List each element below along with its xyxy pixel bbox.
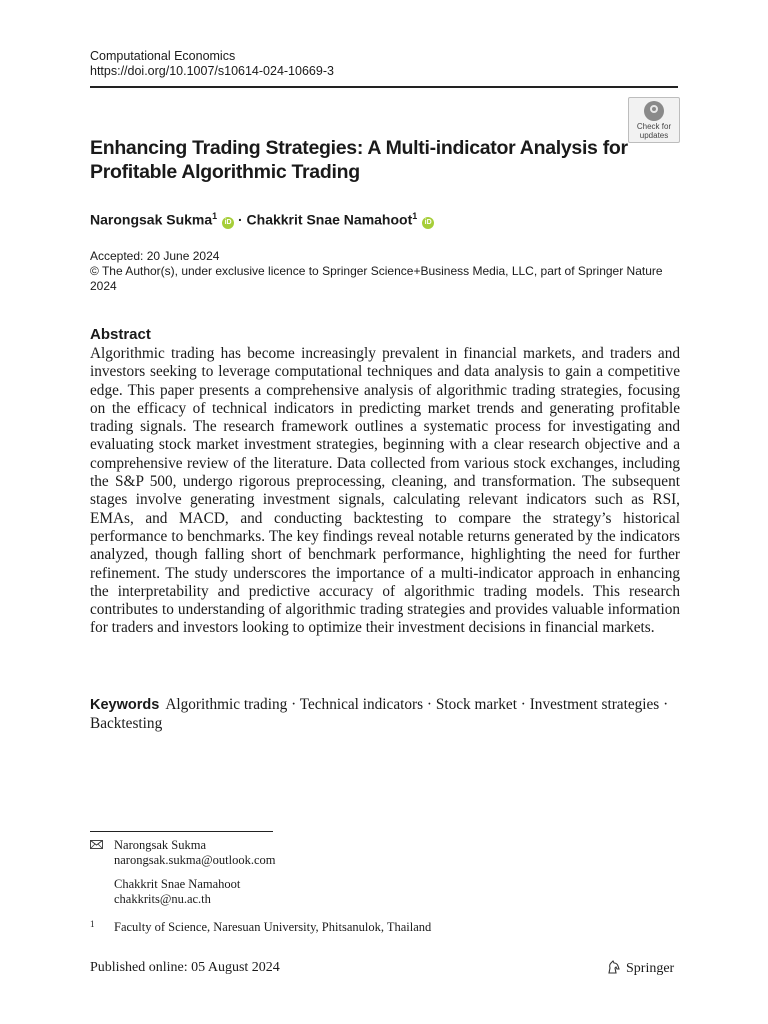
author-name: Chakkrit Snae Namahoot <box>246 211 413 228</box>
check-updates-icon <box>644 101 664 121</box>
author-list <box>90 207 434 229</box>
envelope-icon <box>90 840 103 849</box>
author-name: Narongsak Sukma <box>90 211 213 228</box>
affiliation: Faculty of Science, Naresuan University, Phitsanulok, Thailand <box>114 920 432 934</box>
springer-logo <box>606 959 674 977</box>
affiliation-number: 1 <box>90 919 95 929</box>
copyright-notice: © The Author(s), under exclusive licence to Springer Science+Business Media, LLC, part of Springer Nature 2024 <box>90 264 663 293</box>
footnote-rule <box>90 831 273 832</box>
contact-email[interactable]: narongsak.sukma@outlook.com <box>114 853 276 867</box>
contact-author-1 <box>114 838 276 868</box>
journal-header <box>90 49 334 79</box>
publisher-name: Springer <box>626 961 675 976</box>
contact-email[interactable]: chakkrits@nu.ac.th <box>114 892 211 906</box>
author-affil-mark: 1 <box>212 211 218 221</box>
author-affil-mark: 1 <box>412 211 418 221</box>
keywords <box>90 696 680 733</box>
orcid-icon[interactable]: iD <box>422 217 434 229</box>
contact-name: Narongsak Sukma <box>114 838 206 852</box>
author-separator: · <box>237 211 243 228</box>
abstract-text: Algorithmic trading has become increasingly prevalent in financial markets, and traders and investors seeking to leverage computational techniques and data analysis to gain a competitive edge. This paper presents a comprehensive analysis of algorithmic trading strategies, focusing on the efficacy of technical indicators in predicting market trends and generating profitable trading signals. The research framework outlines a systematic process for investigating and evaluating stock market investment strategies, beginning with a clear research objective and a comprehensive review of the literature. Data collected from various stock exchanges, including the S&P 500, undergo rigorous preprocessing, cleaning, and transformation. The subsequent stages involve generating investment signals, calculating relevant indicators such as RSI, EMAs, and MACD, and conducting backtesting to compare the strategy’s historical performance to benchmarks. The key findings reveal notable returns generated by the indicators analyzed, though falling short of benchmark performance, highlighting the need for further refinement. The study underscores the importance of a multi-indicator approach in enhancing the interpretability and predictive accuracy of algorithmic trading models. This research contributes to understanding of algorithmic trading strategies and provides valuable information for traders and investors looking to optimize their investment decisions in financial markets. <box>90 345 680 637</box>
check-for-updates-button[interactable] <box>628 97 680 143</box>
published-online: Published online: 05 August 2024 <box>90 960 280 975</box>
accepted-date: Accepted: 20 June 2024 <box>90 249 220 263</box>
paper-title: Enhancing Trading Strategies: A Multi-indicator Analysis for Profitable Algorithmic Trading <box>90 137 628 183</box>
header-rule <box>90 86 678 88</box>
journal-name: Computational Economics <box>90 49 236 63</box>
contact-name: Chakkrit Snae Namahoot <box>114 877 241 891</box>
doi-link[interactable]: https://doi.org/10.1007/s10614-024-10669-3 <box>90 64 334 78</box>
springer-horse-icon <box>606 959 622 975</box>
check-updates-line1: Check for <box>636 122 672 131</box>
orcid-icon[interactable]: iD <box>222 217 234 229</box>
article-meta <box>90 249 680 294</box>
contact-author-2 <box>114 877 240 907</box>
keywords-label: Keywords <box>90 697 160 713</box>
abstract-heading: Abstract <box>90 326 151 343</box>
check-updates-line2: updates <box>639 131 669 140</box>
keywords-list: Algorithmic trading · Technical indicators · Stock market · Investment strategies · Backtesting <box>90 696 669 732</box>
